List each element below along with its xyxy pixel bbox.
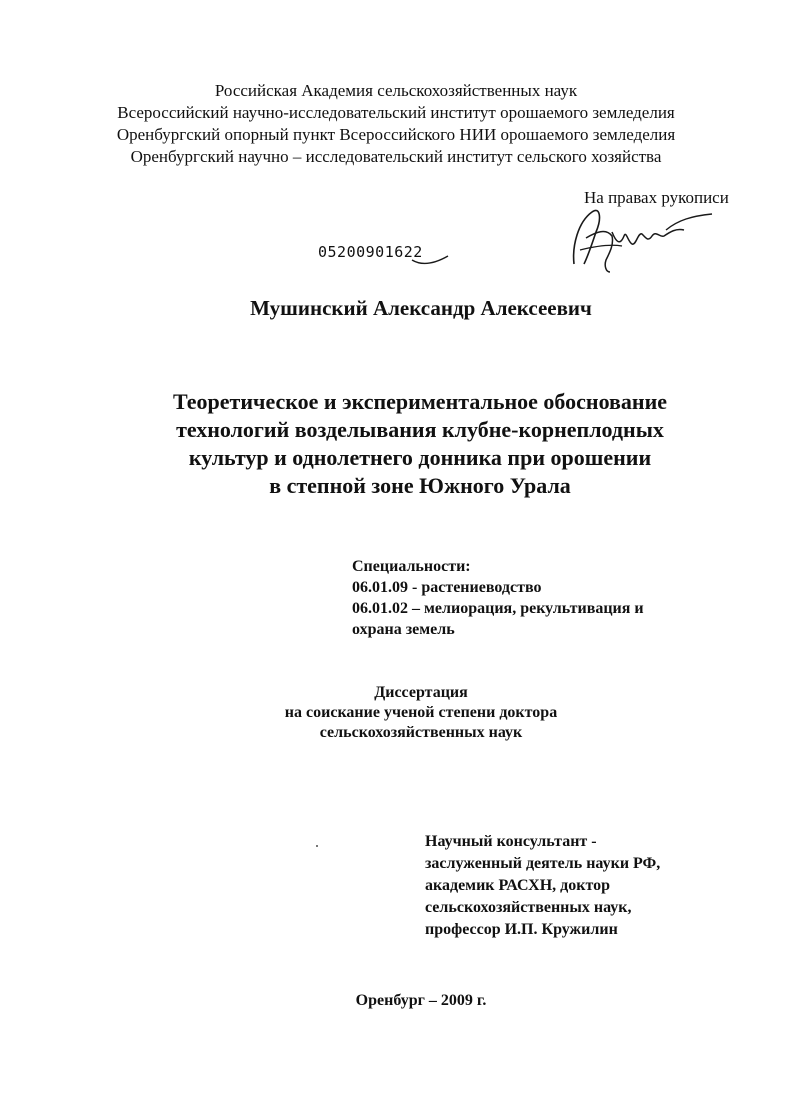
specialty-item: 06.01.02 – мелиорация, рекультивация и <box>352 600 644 617</box>
title-line: Теоретическое и экспериментальное обоснование <box>172 389 668 414</box>
dissertation-title <box>100 388 740 500</box>
specialty-item: охрана земель <box>352 621 455 638</box>
dissertation-block <box>0 683 792 743</box>
author-name: Мушинский Александр Алексеевич <box>250 296 592 320</box>
document-number: 05200901622 <box>318 243 423 261</box>
manuscript-note: На правах рукописи <box>584 188 729 207</box>
signature-icon <box>566 202 716 274</box>
specialty-item: 06.01.09 - растениеводство <box>352 579 542 596</box>
consultant-line: профессор И.П. Кружилин <box>425 921 618 938</box>
consultant-line: академик РАСХН, доктор <box>425 877 610 894</box>
degree-line: сельскохозяйственных наук <box>319 724 523 741</box>
title-line: в степной зоне Южного Урала <box>269 473 571 498</box>
title-line: культур и однолетнего донника при орошении <box>188 445 652 470</box>
institution-line: Оренбургский научно – исследовательский институт сельского хозяйства <box>130 147 662 166</box>
specialties-label: Специальности: <box>352 558 471 575</box>
institution-line: Российская Академия сельскохозяйственных наук <box>214 81 578 100</box>
place-year: Оренбург – 2009 г. <box>355 992 487 1009</box>
consultant-line: заслуженный деятель науки РФ, <box>425 855 661 872</box>
specialties-block <box>352 556 644 640</box>
degree-line: на соискание ученой степени доктора <box>284 704 558 721</box>
scan-speck <box>316 845 318 847</box>
dissertation-heading: Диссертация <box>374 684 468 701</box>
institution-line: Оренбургский опорный пункт Всероссийского НИИ орошаемого земледелия <box>116 125 676 144</box>
consultant-line: сельскохозяйственных наук, <box>425 899 632 916</box>
title-line: технологий возделывания клубне-корнеплодных <box>176 417 664 442</box>
number-underline-mark <box>410 254 450 268</box>
consultant-line: Научный консультант - <box>425 833 597 850</box>
institutions-header <box>0 80 792 168</box>
consultant-block <box>425 831 660 941</box>
institution-line: Всероссийский научно-исследовательский институт орошаемого земледелия <box>117 103 675 122</box>
